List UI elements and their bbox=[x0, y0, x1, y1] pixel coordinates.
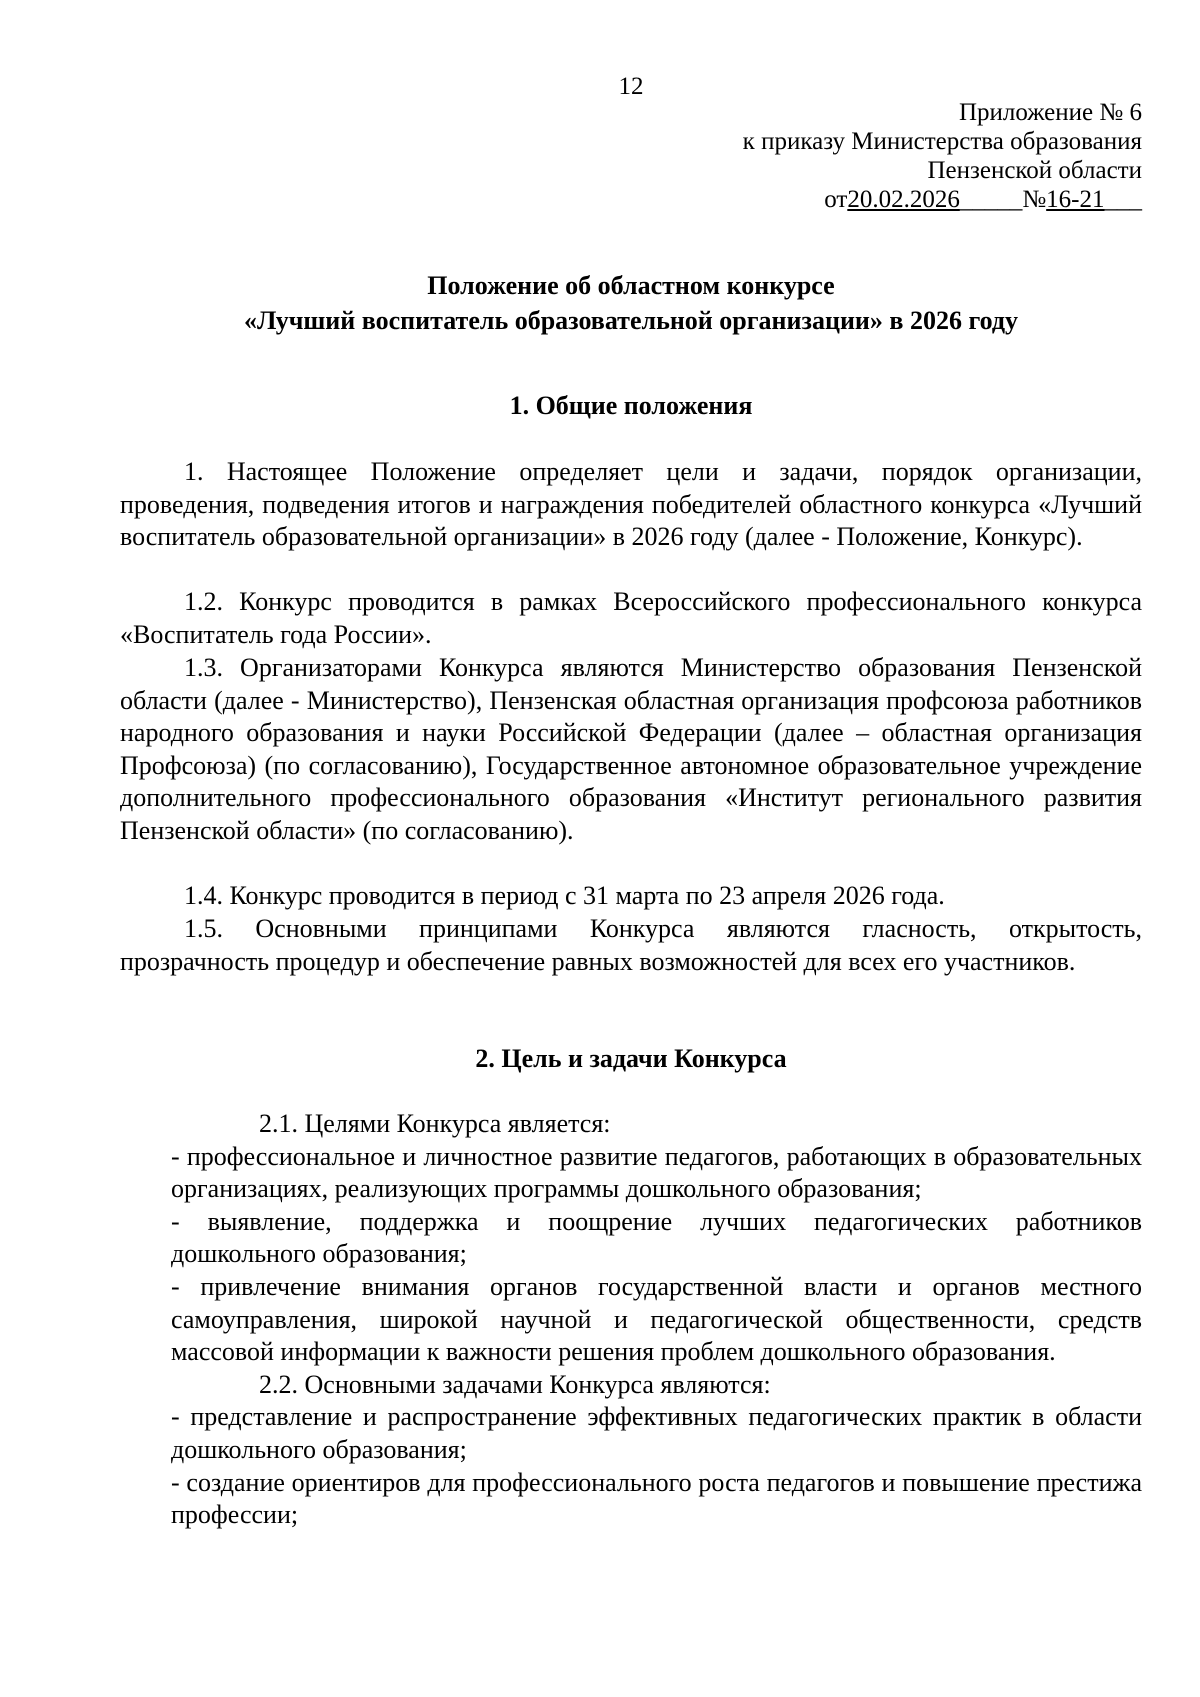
section-2-heading: 2. Цель и задачи Конкурса bbox=[475, 1044, 787, 1073]
date-prefix: от bbox=[824, 186, 848, 213]
task-item: - создание ориентиров для профессионального роста педагогов и повышение престижа профессии; bbox=[171, 1467, 1142, 1530]
paragraph-1-3: 1.3. Организаторами Конкурса являются Министерство образования Пензенской области (далее - Министерство), Пензенская областная организация профсоюза работников народного образования и науки Российской Федерации (далее – областная организация Профсоюза) (по согласованию), Государственное автономное образовательное учреждение дополнительного профессионального образования «Институт регионального развития Пензенской области» (по согласованию). bbox=[120, 653, 1142, 845]
attachment-line: Приложение № 6 bbox=[958, 99, 1142, 126]
tasks-intro: 2.2. Основными задачами Конкурса являются: bbox=[259, 1369, 771, 1399]
order-number: 16-21 bbox=[1046, 186, 1105, 213]
attachment-date-line bbox=[542, 185, 1142, 214]
document-title bbox=[120, 268, 1142, 338]
title-line-2: «Лучший воспитатель образовательной организации» в 2026 году bbox=[243, 306, 1019, 335]
attachment-header bbox=[542, 98, 1142, 214]
paragraph-1-4: 1.4. Конкурс проводится в период с 31 марта по 23 апреля 2026 года. bbox=[184, 881, 945, 910]
paragraph-1-1: 1. Настоящее Положение определяет цели и задачи, порядок организации, проведения, подведения итогов и награждения победителей областного конкурса «Лучший воспитатель образовательной организации» в 2026 году (далее - Положение, Конкурс). bbox=[120, 457, 1142, 552]
task-item: - представление и распространение эффективных педагогических практик в области дошкольного образования; bbox=[171, 1402, 1142, 1464]
attachment-line: Пензенской области bbox=[927, 157, 1142, 184]
section-1-heading: 1. Общие положения bbox=[509, 391, 753, 420]
paragraph-1-5: 1.5. Основными принципами Конкурса являются гласность, открытость, прозрачность процедур и обеспечение равных возможностей для всех его участников. bbox=[120, 914, 1142, 976]
goal-item: - профессиональное и личностное развитие педагогов, работающих в образовательных организациях, реализующих программы дошкольного образования; bbox=[171, 1141, 1142, 1204]
title-line-1: Положение об областном конкурсе bbox=[427, 271, 835, 300]
number-prefix: № bbox=[1022, 186, 1047, 213]
order-date: 20.02.2026 bbox=[847, 186, 960, 213]
paragraph-1-2: 1.2. Конкурс проводится в рамках Всероссийского профессионального конкурса «Воспитатель года России». bbox=[120, 587, 1142, 649]
goals-intro: 2.1. Целями Конкурса является: bbox=[259, 1109, 611, 1138]
number-tail: ___ bbox=[1104, 186, 1142, 213]
attachment-line: к приказу Министерства образования bbox=[742, 128, 1142, 155]
goal-item: - выявление, поддержка и поощрение лучших педагогических работников дошкольного образования; bbox=[171, 1206, 1142, 1269]
goal-item: - привлечение внимания органов государственной власти и органов местного самоуправления, широкой научной и педагогической общественности, средств массовой информации к важности решения проблем дошкольного образования. bbox=[171, 1271, 1142, 1367]
page-number: 12 bbox=[618, 73, 644, 100]
date-gap: _____ bbox=[959, 186, 1023, 213]
goals-block bbox=[171, 1108, 1142, 1532]
